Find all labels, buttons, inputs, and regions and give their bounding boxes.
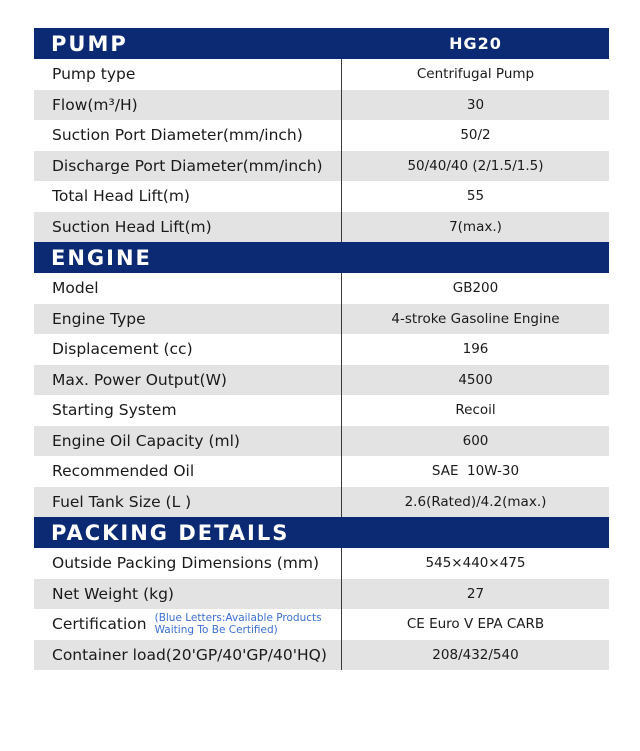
spec-row-model	[34, 273, 609, 304]
spec-label: Max. Power Output(W)	[34, 365, 342, 396]
pump-section-title: PUMP	[51, 31, 128, 56]
spec-row-total-head	[34, 181, 609, 212]
spec-value: Centrifugal Pump	[416, 66, 535, 83]
spec-row-net-weight	[34, 579, 609, 610]
spec-label: Engine Oil Capacity (ml)	[34, 426, 342, 457]
spec-value: 30	[466, 96, 485, 113]
spec-label: Pump type	[34, 59, 342, 90]
model-title: HG20	[449, 34, 502, 53]
spec-row-pump-type	[34, 59, 609, 90]
spec-row-suction-port	[34, 120, 609, 151]
spec-row-packing-dimensions	[34, 548, 609, 579]
spec-label: Recommended Oil	[34, 456, 342, 487]
spec-label-certification	[34, 609, 342, 640]
spec-label: Suction Port Diameter(mm/inch)	[34, 120, 342, 151]
spec-value: 55	[466, 188, 485, 205]
spec-row-certification	[34, 609, 609, 640]
spec-value: 2.6(Rated)/4.2(max.)	[404, 493, 547, 510]
spec-row-suction-head	[34, 212, 609, 243]
spec-value: 545×440×475	[425, 555, 526, 572]
spec-row-displacement	[34, 334, 609, 365]
spec-label: Certification	[52, 615, 147, 634]
spec-value: 27	[466, 585, 485, 602]
spec-value: 196	[462, 341, 489, 358]
spec-label: Engine Type	[34, 304, 342, 335]
packing-section-title: PACKING DETAILS	[51, 520, 290, 545]
spec-label: Suction Head Lift(m)	[34, 212, 342, 243]
spec-value: 4500	[458, 371, 493, 388]
engine-section-title: ENGINE	[51, 245, 152, 270]
spec-value: 50/40/40 (2/1.5/1.5)	[407, 157, 544, 174]
spec-label: Discharge Port Diameter(mm/inch)	[34, 151, 342, 182]
spec-row-engine-type	[34, 304, 609, 335]
spec-row-recommended-oil	[34, 456, 609, 487]
engine-section-header	[34, 242, 609, 273]
spec-row-max-power	[34, 365, 609, 396]
spec-label: Net Weight (kg)	[34, 579, 342, 610]
spec-row-starting-system	[34, 395, 609, 426]
spec-row-oil-capacity	[34, 426, 609, 457]
spec-label: Displacement (cc)	[34, 334, 342, 365]
spec-value: CE Euro V EPA CARB	[406, 616, 545, 633]
spec-value: 208/432/540	[432, 646, 519, 663]
spec-value: SAE 10W-30	[431, 463, 520, 480]
pump-section-header	[34, 28, 609, 59]
spec-row-fuel-tank	[34, 487, 609, 518]
spec-label: Total Head Lift(m)	[34, 181, 342, 212]
spec-row-flow	[34, 90, 609, 121]
certification-note: (Blue Letters:Available Products Waiting To Be Certified)	[154, 612, 322, 637]
spec-value: 7(max.)	[449, 218, 502, 235]
spec-label: Container load(20'GP/40'GP/40'HQ)	[34, 640, 342, 671]
spec-label: Outside Packing Dimensions (mm)	[34, 548, 342, 579]
spec-row-discharge-port	[34, 151, 609, 182]
spec-value: 50/2	[460, 127, 491, 144]
spec-label: Flow(m³/H)	[34, 90, 342, 121]
spec-row-container-load	[34, 640, 609, 671]
packing-section-header	[34, 517, 609, 548]
spec-value: 4-stroke Gasoline Engine	[391, 310, 560, 327]
spec-value: Recoil	[455, 402, 496, 419]
spec-label: Fuel Tank Size (L )	[34, 487, 342, 518]
spec-label: Starting System	[34, 395, 342, 426]
spec-sheet	[34, 28, 609, 670]
spec-value: 600	[462, 432, 489, 449]
spec-label: Model	[34, 273, 342, 304]
spec-value: GB200	[452, 280, 499, 297]
